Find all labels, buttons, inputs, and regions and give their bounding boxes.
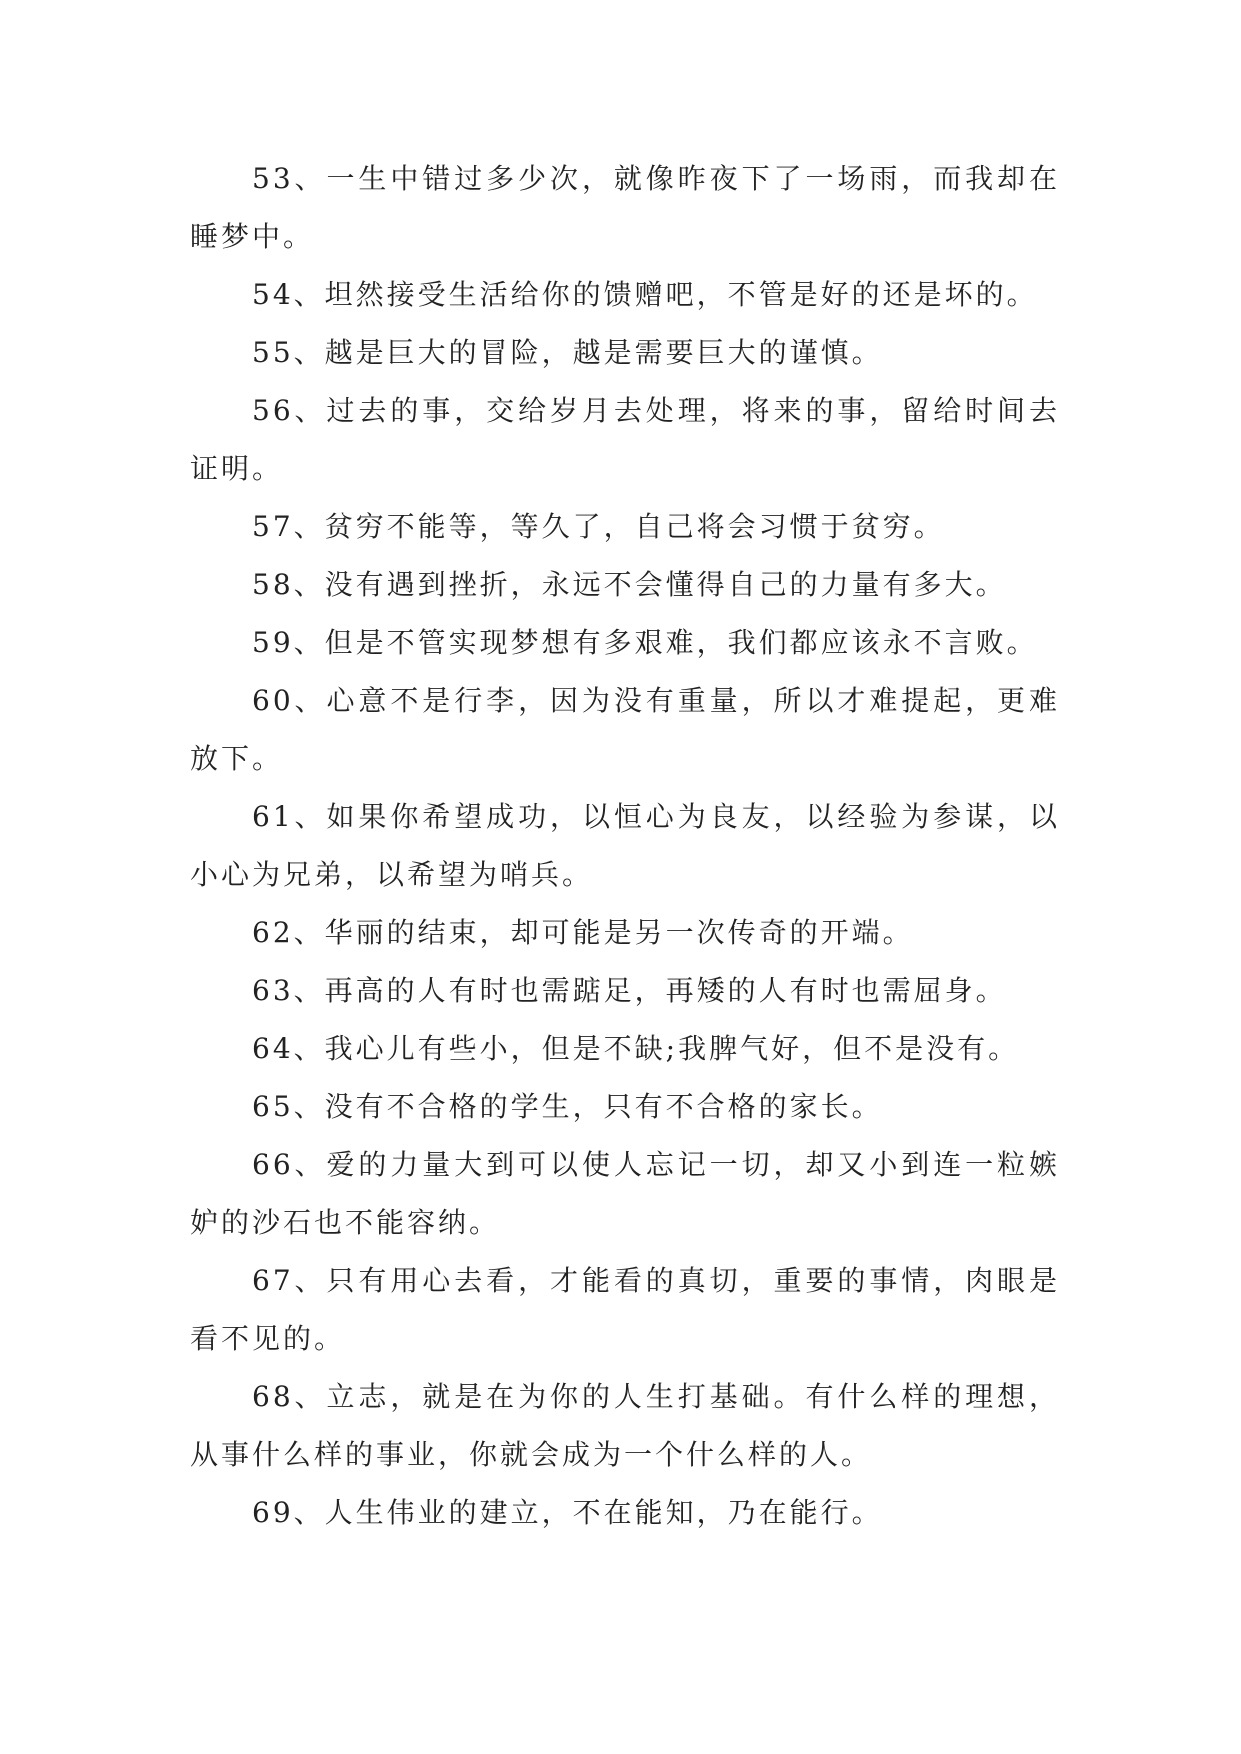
paragraph-66: 66、爱的力量大到可以使人忘记一切，却又小到连一粒嫉妒的沙石也不能容纳。: [190, 1148, 1060, 1239]
paragraph-63: 63、再高的人有时也需踮足，再矮的人有时也需屈身。: [252, 974, 1007, 1007]
paragraph-67: 67、只有用心去看，才能看的真切，重要的事情，肉眼是看不见的。: [190, 1264, 1060, 1355]
paragraph-64: 64、我心儿有些小，但是不缺;我脾气好，但不是没有。: [252, 1032, 1020, 1065]
paragraph-68: 68、立志，就是在为你的人生打基础。有什么样的理想，从事什么样的事业，你就会成为一个什么样的人。: [190, 1380, 1060, 1471]
document-body: [190, 150, 1060, 1542]
paragraph-55: 55、越是巨大的冒险，越是需要巨大的谨慎。: [252, 336, 883, 369]
paragraph-69: 69、人生伟业的建立，不在能知，乃在能行。: [252, 1496, 883, 1529]
paragraph-59: 59、但是不管实现梦想有多艰难，我们都应该永不言败。: [252, 626, 1038, 659]
paragraph-62: 62、华丽的结束，却可能是另一次传奇的开端。: [252, 916, 914, 949]
paragraph-57: 57、贫穷不能等，等久了，自己将会习惯于贫穷。: [252, 510, 945, 543]
paragraph-61: 61、如果你希望成功，以恒心为良友，以经验为参谋，以小心为兄弟，以希望为哨兵。: [190, 800, 1060, 891]
paragraph-54: 54、坦然接受生活给你的馈赠吧，不管是好的还是坏的。: [252, 278, 1038, 311]
paragraph-65: 65、没有不合格的学生，只有不合格的家长。: [252, 1090, 883, 1123]
paragraph-60: 60、心意不是行李，因为没有重量，所以才难提起，更难放下。: [190, 684, 1060, 775]
paragraph-53: 53、一生中错过多少次，就像昨夜下了一场雨，而我却在睡梦中。: [190, 162, 1060, 253]
paragraph-56: 56、过去的事，交给岁月去处理，将来的事，留给时间去证明。: [190, 394, 1060, 485]
paragraph-58: 58、没有遇到挫折，永远不会懂得自己的力量有多大。: [252, 568, 1007, 601]
